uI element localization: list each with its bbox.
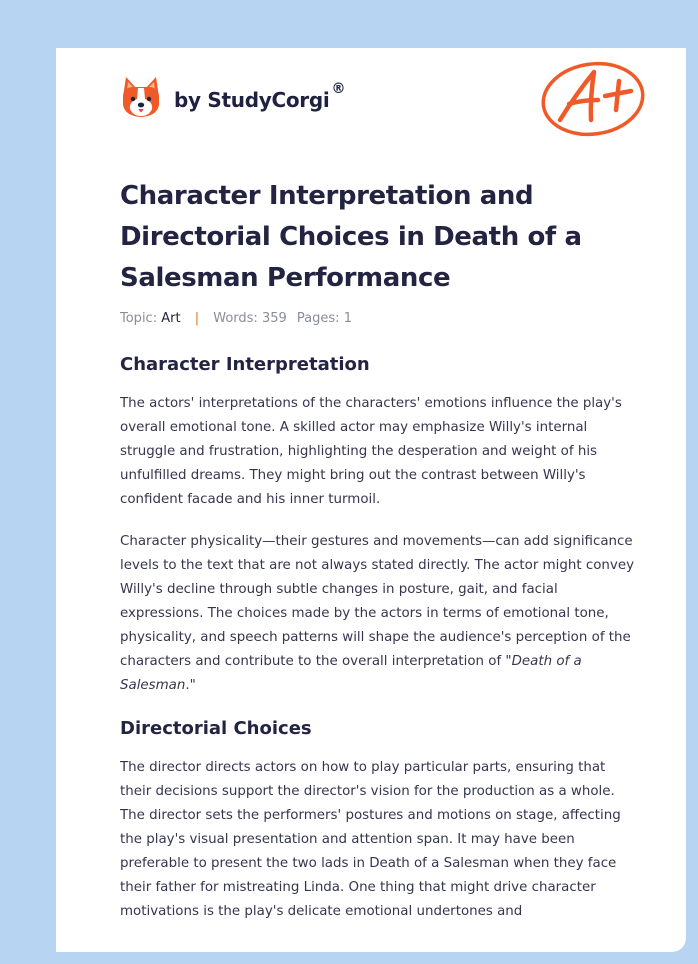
- words-value: 359: [261, 311, 287, 326]
- article-meta: [120, 311, 352, 326]
- studycorgi-logo[interactable]: [120, 74, 345, 122]
- book-title-italic: Death of a Salesman: [120, 654, 582, 693]
- paragraph: The director directs actors on how to play particular parts, ensuring that their decisions support the director's vision for the production as a whole. The director sets the performers' postures and motions on stage, affecting the play's visual presentation and attention span. It may have been preferable to present the two lads in Death of a Salesman when they face their father for mistreating Linda. One thing that might drive character motivations is the play's delicate emotional undertones and: [120, 760, 621, 919]
- words-label: Words:: [213, 311, 258, 326]
- registered-mark: ®: [331, 81, 346, 97]
- page-title: Character Interpretation and Directorial Choices in Death of a Salesman Performance: [120, 181, 582, 293]
- pages-value: 1: [343, 311, 352, 326]
- paragraph: The actors' interpretations of the characters' emotions influence the play's overall emotional tone. A skilled actor may emphasize Willy's internal struggle and frustration, highlighting the desperation and weight of his unfulfilled dreams. They might bring out the contrast between Willy's confident facade and his inner turmoil.: [120, 396, 622, 507]
- logo-wordmark: by StudyCorgi: [174, 88, 330, 112]
- corgi-icon: [120, 75, 162, 121]
- section-heading-directorial-choices: Directorial Choices: [120, 718, 312, 739]
- a-plus-grade-icon: [538, 58, 648, 140]
- section-heading-character-interpretation: Character Interpretation: [120, 354, 370, 375]
- paragraph: [120, 530, 640, 698]
- document-page: [56, 48, 686, 952]
- paragraph-text: Character physicality—their gestures and movements—can add significance levels to the text that are not always stated directly. The actor might convey Willy's decline through subtle changes in posture, gait, and facial expressions. The choices made by the actors in terms of emotional tone, physicality, and speech patterns will shape the audience's perception of the characters and contribute to the overall interpretation of ": [120, 534, 635, 669]
- article-body: [120, 352, 640, 942]
- pages-label: Pages:: [296, 311, 340, 326]
- topic-value[interactable]: Art: [161, 311, 181, 326]
- paragraph-text-end: .": [185, 678, 196, 693]
- meta-separator: |: [194, 311, 200, 326]
- topic-label: Topic:: [120, 311, 158, 326]
